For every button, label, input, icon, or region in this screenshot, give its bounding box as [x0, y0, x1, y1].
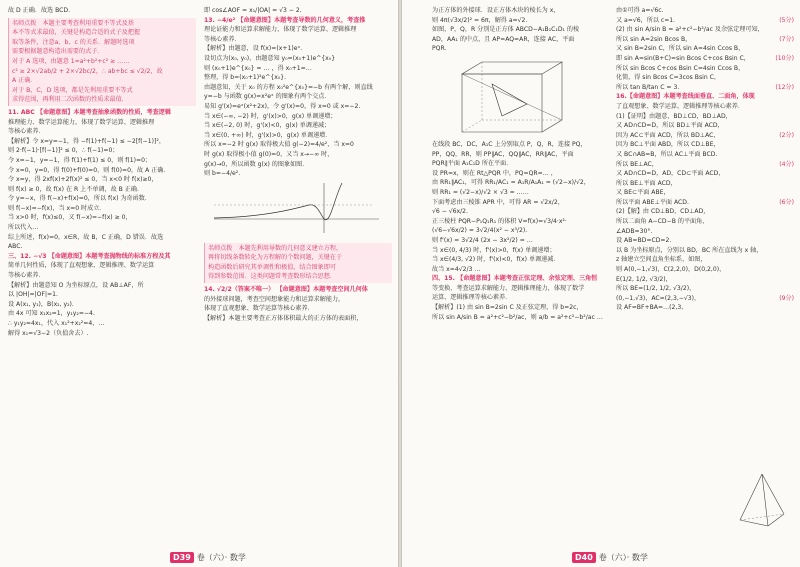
text-line: 化简，得 sin Bcos C=3cos Bsin C， — [616, 74, 720, 82]
text-line: 则 (x₀+1)e^{x₀} = … ，得 x₀+1=… — [204, 64, 312, 72]
text: 所以 sin A=2sin Bcos B， — [616, 35, 692, 43]
text-line: 又 BE⊂平面 ABE， — [616, 189, 670, 197]
text-line: 则 f'(x) = 3√2/4 (2x − 3x²/2) = … — [432, 236, 533, 244]
edge — [740, 474, 762, 520]
text-line: PQR∥平面 A₁C₁D 所在平面． — [432, 160, 513, 168]
text-line: 由①可得 a=√6c. — [616, 7, 664, 14]
question-header: 14. √2/2（答案不唯一） 【命题意图】本题考查空间几何体 — [204, 286, 368, 294]
text-line: 则 f(x) ≥ 0，故 f(x) 在 R 上不单调，故 B 正确． — [8, 185, 144, 193]
text: 所以 tan B/tan C = 3. — [616, 83, 680, 91]
text-line: PP，QQ，RR，则 PP∥AC，QQ∥AC，RR∥AC，平面 — [432, 150, 574, 158]
text-line: 则 b=−4/e². — [204, 170, 241, 178]
text-line: 构造函数后研究其单调性和极值，结合图象即可 — [208, 263, 336, 271]
text-line: 等变换、考查运算求解能力、逻辑推理能力，体现了数学 — [432, 284, 585, 292]
footer-text: 卷（六）· 数学 — [598, 553, 648, 562]
left-column-2 — [204, 6, 392, 543]
text-line: 所以二面角 A−CD−B 的平面角， — [616, 218, 709, 226]
page-footer — [572, 552, 648, 563]
text: 因为 AC⊂平面 ACD，所以 BD⊥AC， — [616, 131, 720, 139]
text-line: 由题意知，关于 x₀ 的方程 x₀²e^{x₀}=−b 有两个解，则直线 — [204, 83, 373, 91]
text: (0,−1,√3)，AC=(2,3,−√3)， — [616, 294, 701, 302]
page-number: D40 — [572, 552, 596, 563]
score-mark: (4分) — [779, 160, 794, 168]
page-footer — [170, 552, 246, 563]
text-line: 取等条件，注意a、b、c 的关系．解题时选项 — [12, 38, 135, 46]
question-header: 11. ABC 【命题意图】本题考查抽象函数的性质，考查逻辑 — [8, 108, 171, 116]
text-line: E(1/2, 1/2, √3/2)， — [616, 275, 672, 283]
text-line: 需要根据题意构造出需要的式子． — [12, 48, 104, 56]
tip-box — [204, 243, 392, 283]
text-line: 【解析】令 x=y=−1，得 −f(1)+f(−1) ≤ −2[f(−1)]²， — [8, 137, 165, 145]
edge — [740, 520, 768, 526]
text-line: g(x)→0，所以函数 g(x) 的图象如图． — [204, 160, 309, 168]
text-line: 则 4π(√3x/2)² = 6π，解得 a=√2. — [432, 16, 528, 24]
text-line: 下面考虑由三棱锥 APR 中，可得 AR = √2x/2， — [432, 198, 564, 206]
text-line: 整理，得 b=(x₀+1)²e^{x₀}. — [204, 74, 287, 82]
text-line: 又 AD∩CD=D，AD，CD⊂平面 ACD， — [616, 170, 725, 178]
text-line: 体现了直观想象、数学运算等核心素养． — [204, 305, 314, 313]
text-line — [616, 54, 794, 64]
score-mark: (12分) — [775, 83, 794, 91]
text-line: ∴ y₁y₂=4x₁，代入 x₁²+x₂²=4，… — [8, 320, 105, 327]
text-line: z 轴建立空间直角坐标系，如图， — [616, 256, 707, 264]
text-line: ∠ADB=30°. — [616, 227, 653, 235]
text-line: 【解析】本题主要考查正方体体积最大的正方体的表面积， — [204, 314, 363, 322]
text-line: 设切点为(x₀, y₀)，由题意知 y₀=(x₀+1)e^{x₀} — [204, 54, 336, 62]
score-mark: (2分) — [779, 131, 794, 139]
right-column-2 — [616, 6, 794, 543]
text-line: PQR. — [432, 45, 447, 53]
cube-top — [462, 62, 562, 74]
text-line: 由 RR₁∥AC₁，可得 RR₁/AC₁ = A₁R/A₁A₁ = (√2−x)/√2， — [432, 179, 590, 187]
right-page — [402, 0, 800, 567]
text-line: 所以 x=−2 时 g(x) 取得极大值 g(−2)=4/e²，当 x=0 — [204, 141, 354, 149]
question-header: 四、15. 【命题意图】本题考查正弦定理、余弦定理、三角恒 — [432, 275, 598, 283]
text-line: 当 x∈(0, 4/3) 时，f'(x)>0，f(x) 单调递增； — [432, 246, 556, 254]
question-header: 16.【命题意图】本题考查线面垂直、二面角，体现 — [616, 93, 755, 101]
text-line: 了直观想象、数学运算、逻辑推理等核心素养． — [616, 102, 744, 110]
text-line: 名师点拨 本题先利用导数的几何意义建立方程， — [208, 244, 343, 252]
tip-box — [8, 18, 196, 106]
text-line: 因为 BC⊥平面 ABD，所以 CD⊥BE， — [616, 141, 720, 149]
text-line: 当 x∈(4/3, √2) 时，f'(x)<0，f(x) 单调递减． — [432, 256, 560, 264]
score-mark: (9分) — [779, 294, 794, 302]
question-13 — [204, 16, 392, 26]
text-line: 等核心素养． — [8, 272, 45, 280]
text-line: c² ≥ 2×√2ab/2 + 2×√2bc/2，∴ ab+bc ≤ √2/2，故 — [12, 67, 163, 75]
text-line: 令 x=y，得 2xf(x)+2f(x)² ≤ 0，当 x<0 时 f(x)≥0， — [8, 176, 158, 184]
text-line: 所以 sin Bcos C+cos Bsin C=4sin Ccos B， — [616, 64, 745, 72]
footer-text: 卷（六）· 数学 — [196, 553, 246, 562]
text-line: 设 AF=BF+BA=…(2,3, — [616, 304, 684, 312]
text-line: 则 RR₁ = (√2−x)/√2 × √3 = …… — [432, 188, 529, 196]
text-line: (2) 由 sin A/sin B = a²+c²−b²/ac 及余弦定理可知， — [616, 26, 764, 34]
text-line: 令 y=−x，得 f(−x)+f(x)=0，所以 f(x) 为奇函数． — [8, 195, 151, 203]
text-line: 又 BC∩AB=B，所以 AC⊥平面 BCD. — [616, 150, 718, 158]
text-line: 时 g(x) 取得极小值 g(0)=0，又当 x→−∞ 时， — [204, 150, 334, 158]
left-column-1 — [8, 6, 196, 543]
diagonal — [462, 74, 562, 120]
text-line: A 正确． — [12, 77, 37, 85]
text-line — [616, 83, 794, 93]
cube-front — [462, 74, 542, 132]
text-line: 简单几何性质，体现了直观想象、逻辑推理、数学运算 — [8, 262, 155, 270]
text-line: 解得 x₁=√3−2（负值舍去）. — [8, 329, 89, 337]
question-11 — [8, 108, 196, 118]
text-line — [616, 198, 794, 208]
text-line: 当 x∈(−∞, −2) 时，g'(x)>0，g(x) 单调递增； — [204, 112, 337, 120]
question-15 — [432, 274, 610, 284]
text-line: 的外接球问题，考查空间想象能力和运算求解能力， — [204, 295, 345, 303]
pyramid-figure — [732, 470, 792, 530]
text-line: 当 x∈(0, +∞) 时，g'(x)>0，g(x) 单调递增． — [204, 131, 332, 139]
text-line: 则 A(0,−1,√3)，C(2,2,0)，D(0,2,0)， — [616, 266, 726, 274]
section-triangle — [492, 84, 527, 116]
text: 又 a=√6，所以 c=1. — [616, 16, 676, 24]
text-line — [616, 16, 794, 26]
cube-edge — [542, 120, 562, 132]
text-line: 如图，P，Q，R 分别是正方体 ABCD−A₁B₁C₁D₁ 的棱 — [432, 26, 580, 34]
text-line: 当 x∈(−2, 0) 时，g'(x)<0，g(x) 单调递减； — [204, 122, 331, 130]
question-header: 三、12. −√3 【命题意图】本题考查抛物线的标准方程及其 — [8, 252, 171, 260]
text-line: y=−b 与函数 g(x)=x²eˣ 的图象有两个交点． — [204, 93, 331, 101]
text-line: 以 B 为坐标原点，分别以 BD，BC 所在直线为 x 轴， — [616, 246, 763, 254]
text-line: 对于 A 选项，由题意 1=a²+b²+c² ≥ …… — [12, 57, 130, 65]
text-line: 等核心素养． — [8, 128, 45, 136]
text-line: 又 sin B=2sin C，所以 sin A=4sin Ccos B， — [616, 45, 745, 53]
text-line: 在线段 BC，DC，A₁C 上分别取点 P，Q，R，连接 PQ， — [432, 140, 587, 148]
question-14 — [204, 285, 392, 295]
text-line: (1)【证明】由题意，BD⊥CD，BD⊥AD， — [616, 112, 732, 120]
text-line: 名师点拨 本题主要考查利用重要不等式及基 — [12, 19, 134, 27]
score-mark: (7分) — [779, 35, 794, 43]
curve — [214, 183, 342, 220]
cube-figure — [432, 54, 602, 136]
text-line: 故 D 正确．故选 BCD. — [8, 7, 71, 14]
text-line: (√6−√6x/2) = 3√2/4(x² − x³/2). — [432, 227, 528, 235]
text-line: 则 f(−x)=−f(x)，当 x=0 时成立． — [8, 204, 106, 212]
text-line: √6 − √6x/2. — [432, 208, 468, 216]
text-line: 理论证能力和运算求解能力，体现了数学运算、逻辑推理 — [204, 26, 357, 34]
text-line: (2)【解】由 CD⊥BD，CD⊥AD， — [616, 208, 710, 216]
text: 即 sin A=sin(B+C)=sin Bcos C+cos Bsin C， — [616, 54, 750, 62]
text-line: 当 x>0 时，f(x)≤0，又 f(−x)=−f(x) ≥ 0， — [8, 214, 132, 222]
text-line: AD，AA₁ 的中点，且 AP=AQ=AR，连接 AC，平面 — [432, 35, 575, 43]
text-line: 故当 x=4√2/3 … — [432, 265, 481, 273]
text-line — [616, 35, 794, 45]
text-line: 又 AD∩CD=D，所以 BD⊥平面 ACD， — [616, 122, 724, 130]
text-line: 令 x=−1，y=−1，得 f(1)+f(1) ≤ 0，则 f(1)=0； — [8, 156, 152, 164]
text-line: 运算、逻辑推理等核心素养． — [432, 294, 512, 302]
text-line: 易知 g'(x)=eˣ(x²+2x)，令 g'(x)=0，得 x=0 或 x=−2. — [204, 102, 361, 110]
score-mark: (5分) — [779, 16, 794, 24]
text-line: ABC. — [8, 243, 23, 251]
score-mark: (6分) — [779, 198, 794, 206]
text-line: 【解析】由题意，设 f(x)=(x+1)eˣ. — [204, 45, 303, 53]
text-line: 由 4x 可知 x₁x₂=1，y₁y₂=−4. — [8, 310, 95, 318]
text-line — [616, 131, 794, 141]
page-number: D39 — [170, 552, 194, 563]
text-line — [616, 160, 794, 170]
edge — [762, 474, 768, 526]
text-line: 设 PR=x，则在 Rt△PQR 中，PQ=QR=… ， — [432, 169, 557, 177]
cube-hidden-edge — [462, 120, 482, 132]
function-graph-figure — [204, 179, 384, 237]
text-line: 设 A(x₁, y₁)，B(x₂, y₂). — [8, 300, 74, 308]
right-column-1 — [432, 6, 610, 543]
text-line: 所以 BE=(1/2, 1/2, √3/2)， — [616, 285, 696, 293]
text-line: 为正方体的外接球．设正方体木块的棱长为 x， — [432, 7, 560, 14]
text-line: 即 cos∠AOF = x₁/|OA| = √3 − 2. — [204, 7, 302, 14]
question-header: 13. −4/e² 【命题意图】本题考查导数的几何意义，考查推 — [204, 16, 366, 24]
text-line: 对于 B，C，D 选项，都是先利用重要不等式 — [12, 86, 133, 94]
text-line: 本不等式求最值，关键是构造合适的式子及把握 — [12, 29, 140, 37]
edge — [762, 474, 784, 514]
question-16 — [616, 92, 794, 102]
text-line: 【解析】(1) 由 sin B=2sin C 及正弦定理，得 b=2c， — [432, 304, 583, 312]
text-line: 再将切线条数转化为方程解的个数问题，关键在于 — [208, 254, 343, 262]
text-line: 【解析】由题意知 O 为坐标原点，设 AB⊥AF，所 — [8, 281, 144, 289]
score-mark: (10分) — [775, 54, 794, 62]
text: 所以平面 ABE⊥平面 ACD. — [616, 198, 689, 206]
text-line: 则 2·f(−1)·[f(−1)]² ≤ 0，∴ f(−1)=0； — [8, 147, 119, 155]
text: 所以 BE⊥AC， — [616, 160, 658, 168]
text-line: 推理能力、数学运算能力，体现了数学运算、逻辑推理 — [8, 118, 155, 126]
left-page — [0, 0, 398, 567]
question-12 — [8, 252, 196, 262]
text-line — [616, 294, 794, 304]
text-line: 设 AB=BD=CD=2. — [616, 237, 672, 245]
text-line: 以 |OH|=|OF|=1. — [8, 291, 58, 299]
text-line: 等核心素养． — [204, 35, 241, 43]
text-line: 所以 BE⊥平面 ACD， — [616, 179, 677, 187]
text-line: 综上所述，f(x)=0，x∈R，故 B，C 正确，D 错误．故选 — [8, 233, 164, 241]
text-line: 所以代入… — [8, 224, 39, 232]
text-line: 正三棱柱 PQR−P₁Q₁R₁ 的体积 V=f(x)=√3/4·x²· — [432, 217, 567, 225]
text-line: 令 x=0，y=0，得 f(0)+f(0)=0，则 f(0)=0，故 A 正确． — [8, 166, 170, 174]
text-line: 所以 sin A/sin B = a²+c²−b²/ac，则 a/b = a²+c²−b²/ac … — [432, 313, 603, 321]
edge — [768, 514, 784, 526]
text-line: 得到参数范围．这类问题常考查数形结合思想． — [208, 273, 336, 281]
text-line: 求得范围，再利用二次函数的性质求最值． — [12, 96, 128, 104]
